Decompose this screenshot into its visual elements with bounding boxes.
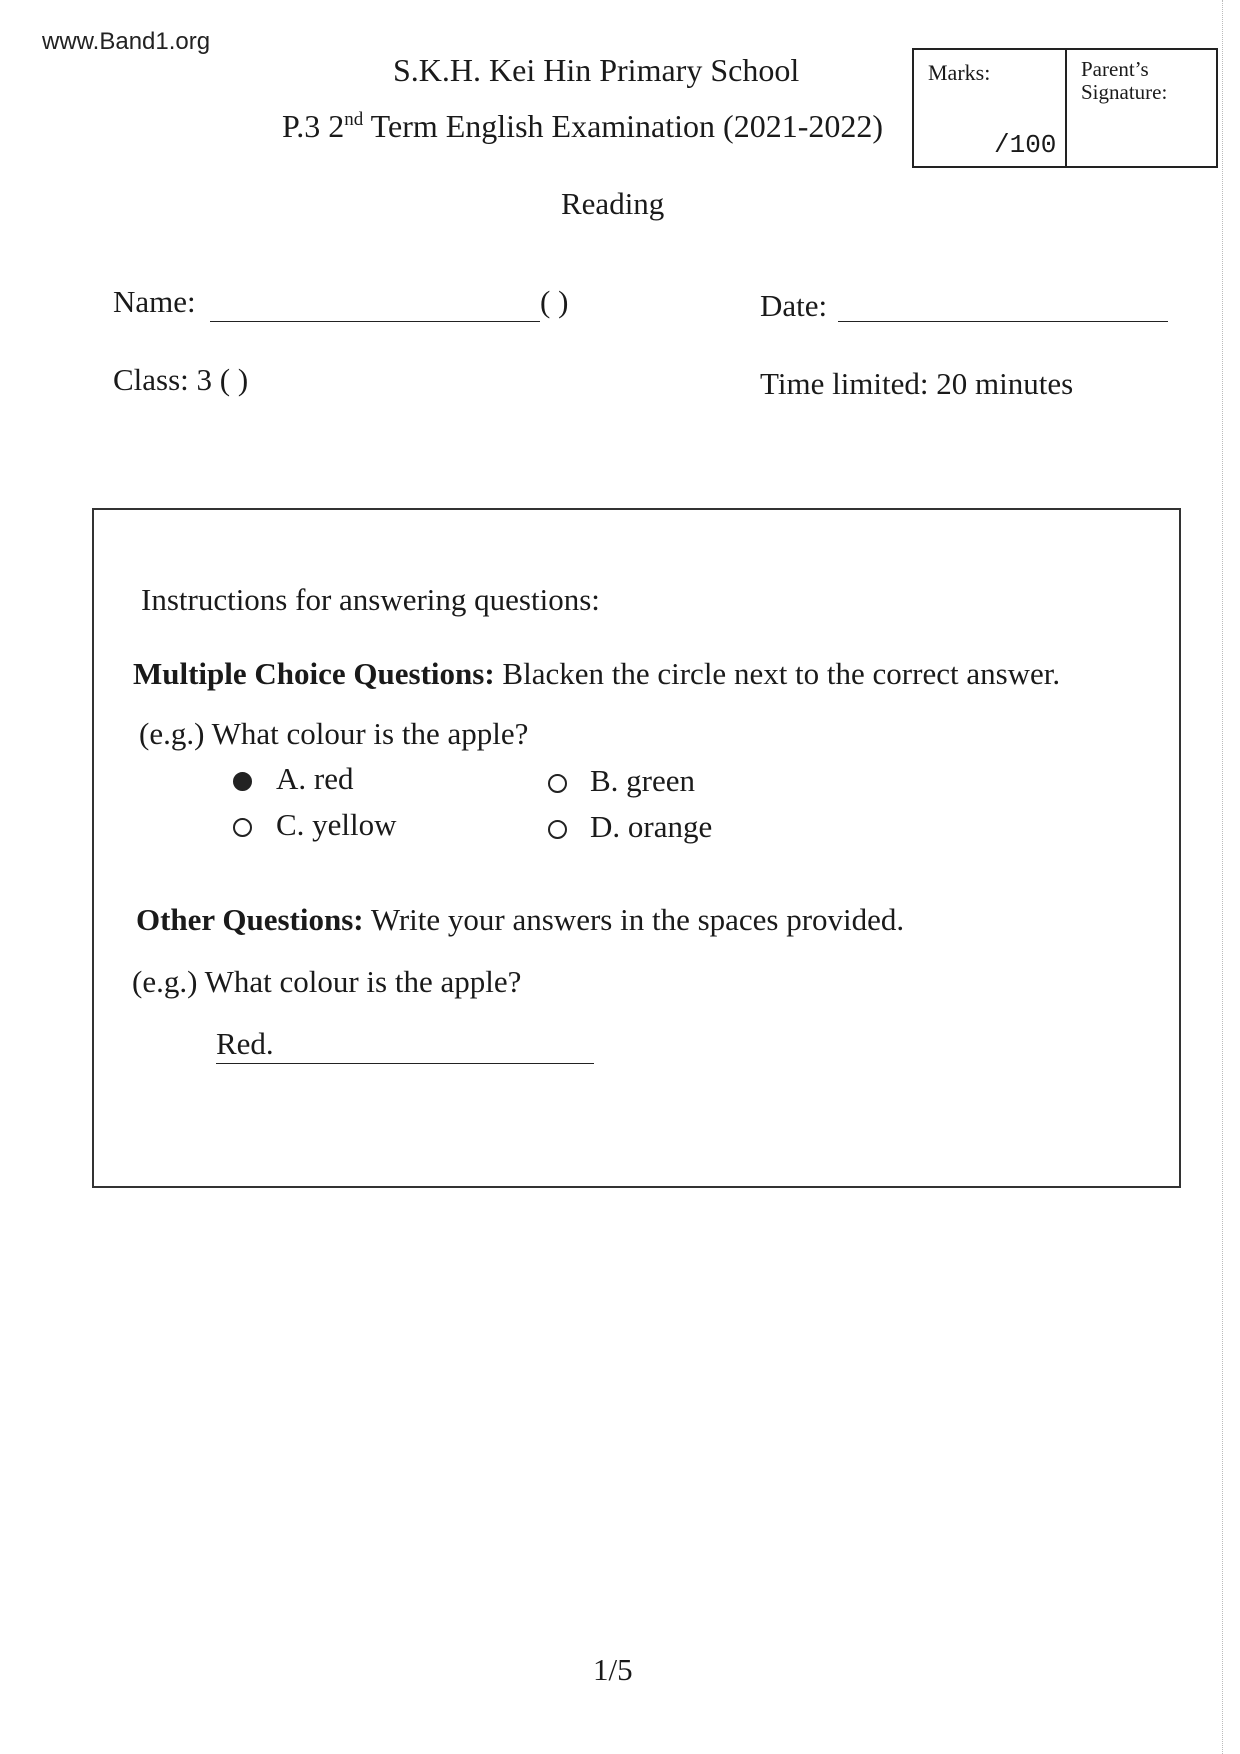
other-instruction: Other Questions: Write your answers in the spaces provided. bbox=[136, 902, 905, 937]
name-line[interactable] bbox=[210, 321, 540, 322]
name-label: Name: bbox=[113, 284, 196, 319]
marks-total: /100 bbox=[994, 130, 1057, 160]
other-example-answer: Red. bbox=[216, 1026, 274, 1061]
class-number-brackets: ( ) bbox=[540, 284, 569, 319]
exam-title: P.3 2nd Term English Examination (2021-2022) bbox=[282, 108, 883, 144]
school-name: S.K.H. Kei Hin Primary School bbox=[393, 52, 800, 88]
option-d-label: D. orange bbox=[590, 809, 713, 844]
parent-signature-label: Parent’s Signature: bbox=[1081, 57, 1168, 104]
mc-instruction: Multiple Choice Questions: Blacken the circle next to the correct answer. bbox=[133, 656, 1061, 691]
date-line[interactable] bbox=[838, 321, 1168, 322]
other-example-question: (e.g.) What colour is the apple? bbox=[132, 964, 522, 999]
watermark-text: www.Band1.org bbox=[42, 28, 211, 55]
option-b-label: B. green bbox=[590, 763, 696, 798]
option-c-label: C. yellow bbox=[276, 807, 397, 842]
paper-title: Reading bbox=[561, 186, 665, 221]
instructions-heading: Instructions for answering questions: bbox=[141, 582, 600, 617]
date-label: Date: bbox=[760, 288, 828, 323]
option-c-radio[interactable] bbox=[233, 818, 252, 837]
instructions-box bbox=[92, 508, 1181, 1188]
option-a-radio[interactable] bbox=[233, 772, 252, 791]
marks-label: Marks: bbox=[928, 60, 991, 85]
page-number: 1/5 bbox=[593, 1652, 633, 1687]
marks-cell bbox=[914, 50, 1067, 166]
option-a-label: A. red bbox=[276, 761, 354, 796]
time-limit: Time limited: 20 minutes bbox=[760, 366, 1074, 401]
marks-box bbox=[912, 48, 1218, 168]
page-edge bbox=[1222, 0, 1223, 1754]
option-d-radio[interactable] bbox=[548, 820, 567, 839]
answer-line[interactable] bbox=[216, 1063, 594, 1064]
class-label: Class: 3 ( ) bbox=[113, 362, 249, 397]
mc-example-question: (e.g.) What colour is the apple? bbox=[139, 716, 529, 751]
option-b-radio[interactable] bbox=[548, 774, 567, 793]
